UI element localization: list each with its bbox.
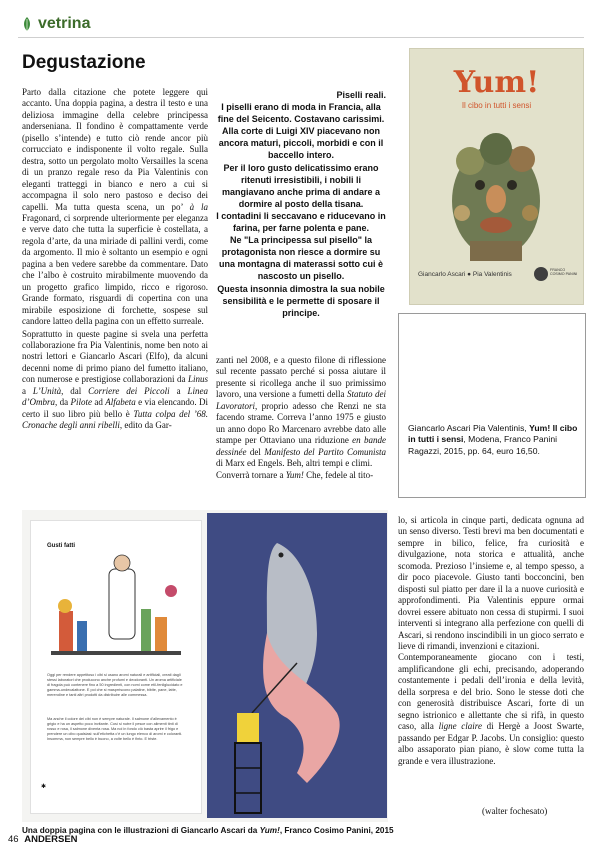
magazine-name: ANDERSEN (24, 834, 78, 845)
cover-illustration (410, 113, 583, 263)
quote-line: Per il loro gusto delicatissimo erano ritenuti irresistibili, i nobili li mangiavano anche prima di andare a dormire al posto della tisana. (221, 162, 381, 209)
leaf-icon (22, 16, 32, 32)
page-footer (8, 834, 78, 845)
text-column-1 (22, 87, 208, 432)
publisher-logo (534, 267, 548, 281)
cover-title: Yum! (453, 65, 540, 100)
page-number: 46 (8, 834, 19, 845)
spread-text: Ma anche il colore dei cibi non è sempre naturale. Il salmone d’allevamento è grigio e ha un aspetto poco invitante. Così si nutre il pesce con alimenti tinti di rosso e rosa, il salmone diventa rosa. Ma noi in fondo ciò basta aprire il frigo e prendere un cibo qualsiasi: sull’etichetta c’è un lungo elenco di aromi e coloranti. Insomma, non sempre bello è buono, a volte bello è finto. E triste. (47, 717, 183, 741)
publisher-name: FRANCO COSIMO PANINI (550, 268, 578, 277)
pull-quote (216, 89, 386, 319)
paragraph: Contemporaneamente giocano con i testi, amplificandone gli echi, precisando, adoperando costantemente i pedali dell’ironia e della levità, della sorpresa e del brio. Sono le stesse doti che con generosità distribuisce Ascari, forte di un segno istrionico e allettante che si rifà, in questo caso, alla ligne claire di Hergè a Joost Swarte, passando per Edgar P. Jacobs. Un consiglio: questo albo assaporato pian piano, è slow come tutta la grande e vera illustrazione. (398, 652, 585, 766)
paragraph: zanti nel 2008, e a questo filone di riflessione sul recente passato perché si possa aiutare il presente si ricollega anche il suo primissimo lavoro, una versione a fumetti della Statuto dei Lavoratori, proprio adesso che Renzi ne sta facendo strame. Correva l’anno 1975 e giusto un anno dopo Ro Marcenaro avrebbe dato alle stampe per Ottaviano una riduzione en bande dessinée del Manifesto del Partito Comunista di Marx ed Engels. Beh, altri tempi e climi. (216, 355, 386, 469)
quote-line: I contadini li seccavano e riducevano in farina, per farne polenta e pane. (216, 210, 386, 234)
article-title: Degustazione (22, 52, 146, 73)
spread-left-page (30, 520, 202, 814)
section-rubric: vetrina (38, 15, 91, 32)
paragraph: Converrà tornare a Yum! Che, fedele al tito- (216, 469, 374, 480)
spread-caption: Una doppia pagina con le illustrazioni di Giancarlo Ascari da Yum!, Franco Cosimo Panini, 2015 (22, 826, 394, 835)
chemist-illustration (31, 551, 201, 671)
spread-heading: Gusti fatti (47, 543, 75, 549)
quote-line: I piselli erano di moda in Francia, alla fine del Seicento. Costavano carissimi. Alla corte di Luigi XIV piacevano non ancora maturi, piccoli, morbidi e con il baccello intero. (217, 102, 385, 161)
quote-line: Ne "La principessa sul pisello" la protagonista non riesce a dormire su una montagna di materassi sotto cui è nascosto un pisello. (218, 235, 384, 282)
author-signature: (walter fochesato) (482, 806, 548, 816)
cover-authors: Giancarlo Ascari ● Pia Valentinis (418, 271, 512, 278)
book-cover (409, 48, 584, 305)
text-column-3 (398, 515, 584, 767)
paragraph: lo, si articola in cinque parti, dedicata ognuna ad un senso diverso. Testi brevi ma ben documentati e sempre in bilico, felice, fra curiosità e divulgazione, nota storica e attualità, anche scomoda. Prezioso l’insieme e, al tempo spesso, a dir poco piacevole. Giusto tanti bocconcini, ben disposti sul piatto per dare il la a nuove curiosità e approfondimenti. Pia Valentinis eppure ormai dovrei essere abituato non cessa di stupirmi. I suoi interventi si integrano alla perfezione con quelli di Ascari, si rendono inscindibili in un gioco serrato e lieve di rimandi, invenzioni e citazioni. (398, 515, 584, 651)
star-icon: ✱ (41, 784, 47, 790)
quote-line: Piselli reali. (336, 90, 386, 100)
text-column-2 (216, 355, 386, 481)
header-rule (18, 37, 584, 38)
spread-right-page (207, 513, 387, 818)
book-info-box (398, 313, 586, 498)
paragraph: Parto dalla citazione che potete leggere qui accanto. Una doppia pagina, a destra il testo e una deliziosa immagine della celebre principessa anderseniana. Il fondino è compattamente verde (pisello s’intende) e tutto ciò rende ancor più corrucciato e indisponente il volto regale. Sulla destra, sotto un pergolato molto Versailles la scena di un pranzo regale reso da Pia Valentinis con eleganti tratteggi in bianco e nero a cui si accompagna il solo nero pastoso e deciso dei capelli. Ma tutta questa scena, un po’ à la Fragonard, ci sorprende ulteriormente per eleganza e verve dato che tutta la superficie è costellata, a regola d’arte, da una miriade di pallini verdi, come da argomento. Il mio è soltanto un esempio e ogni pagina a ben vedere sarebbe da commentare. Dato che l’albo è costruito mirabilmente muovendo da un progetto grafico limpido, ricco e rigoroso. Grande formato, risguardi di copertina con una mirabile esposizione di forchette, sospese sul candore latteo della pagina con un effetto surreale. (22, 87, 208, 327)
cover-subtitle: Il cibo in tutti i sensi (461, 101, 532, 110)
book-info-text: Giancarlo Ascari Pia Valentinis, Yum! Il cibo in tutti i sensi, Modena, Franco Panini Ragazzi, 2015, pp. 64, euro 16,50. (408, 423, 578, 456)
paragraph: Soprattutto in queste pagine si svela una perfetta collaborazione fra Pia Valentinis, nome ben noto ai nostri lettori e Giancarlo Ascari (Elfo), da alcuni decenni nome di primo piano del fumetto italiano, con numerose e prestigiose collaborazioni da Linus a L’Unità, dal Corriere dei Piccoli a Linea d’Ombra, da Pilote ad Alfabeta e via elencando. Di certo il suo libro più bello è Tutta colpa del ’68. Cronache degli anni ribelli, edito da Gar- (22, 328, 209, 431)
quote-line: Questa insonnia dimostra la sua nobile sensibilità e le permette di sposare il principe. (217, 283, 385, 318)
fish-illustration (207, 513, 387, 818)
spread-text: Oggi per rendere appetitoso i cibi si usano aromi naturali e artificiali, creati dagli stessi laboratori che producono anche profumi e deodoranti. Un aroma artificiale di fragola può contenere fino a 50 ingredienti, con nomi come etil-fenilglucidato e gamma-undecalattone. E poi che si masprriscono palatine, bibite, pane, latte, merendine e tanti altri prodotti da distribuire alle commessa. (47, 673, 183, 697)
